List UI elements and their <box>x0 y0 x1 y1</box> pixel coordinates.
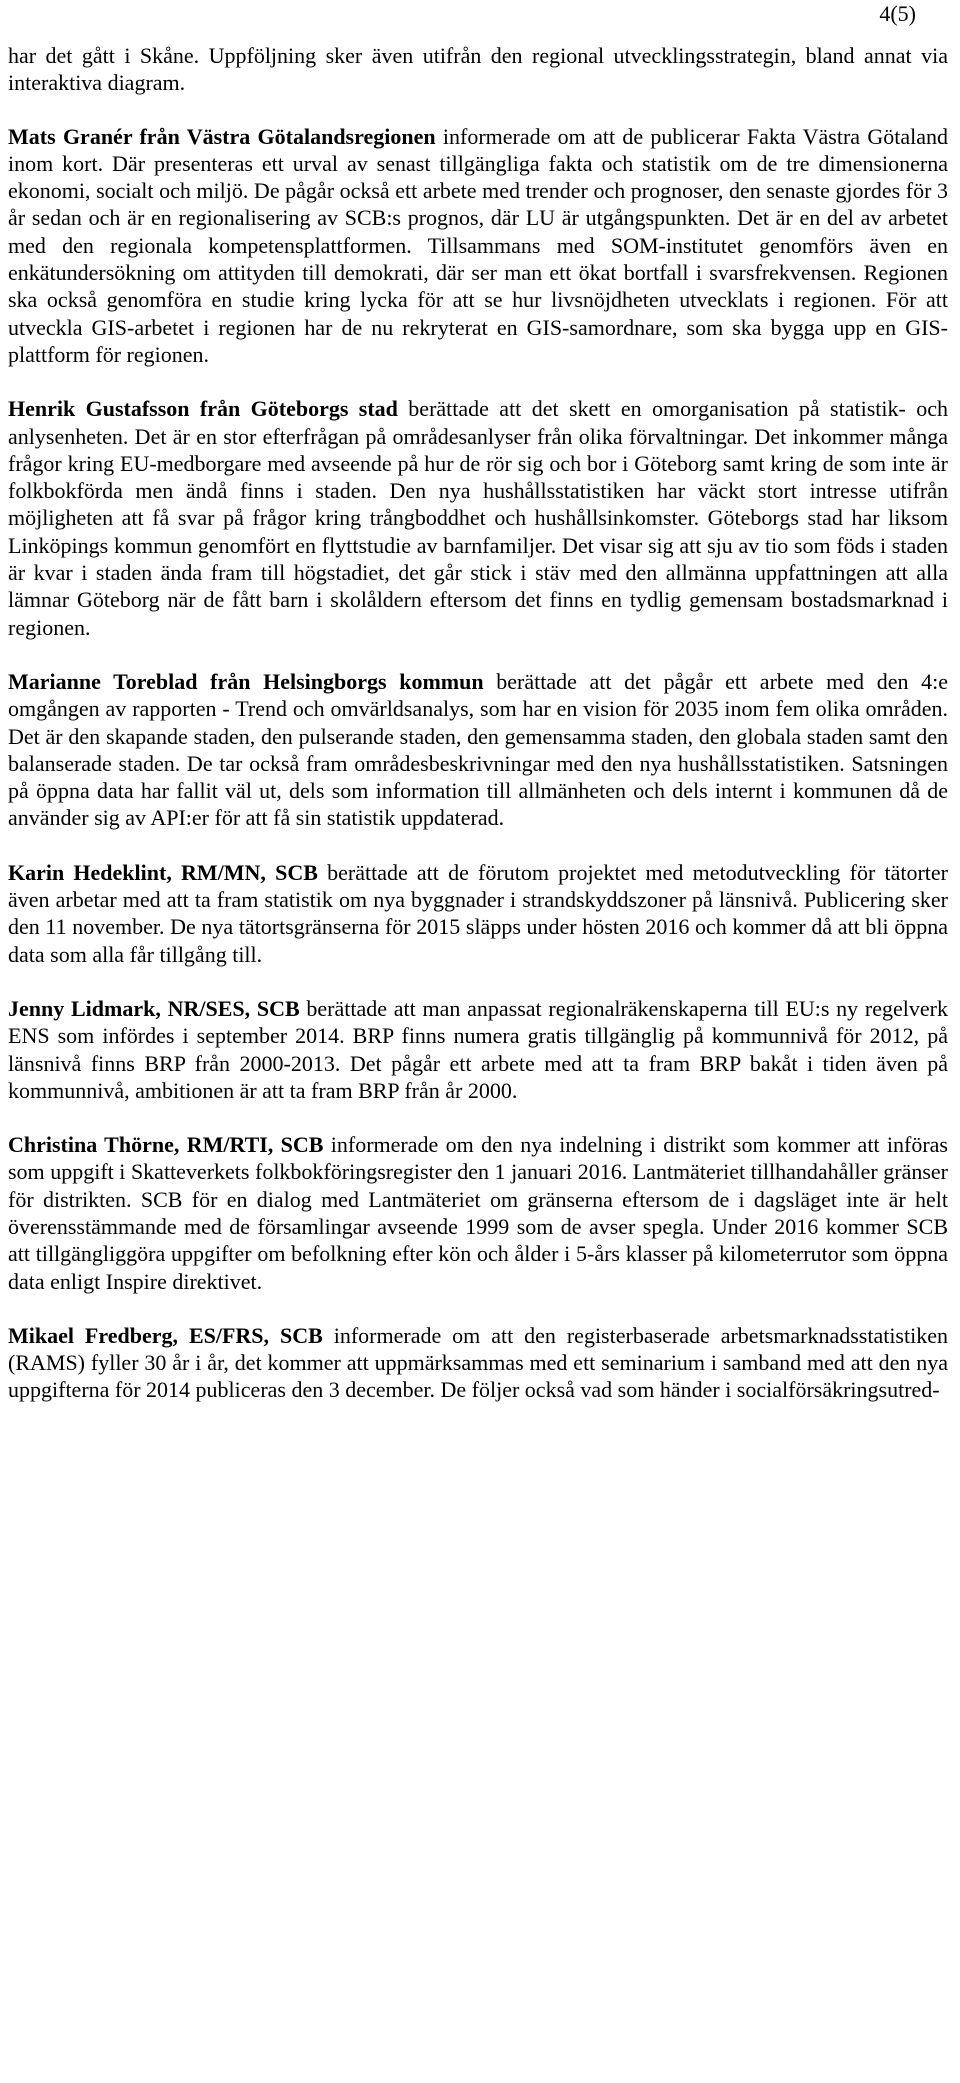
paragraph-text: informerade om att de publicerar Fakta Västra Götaland inom kort. Där presenteras ett urval av senast tillgängliga fakta och statistik om de tre dimensionerna ekonomi, socialt och miljö. De pågår också ett arbete med trender och prognoser, den senaste gjordes för 3 år sedan och är en regionalisering av SCB:s prognos, där LU är utgångspunkten. Det är en del av arbetet med den regionala kompetensplattformen. Tillsammans med SOM-institutet genomförs även en enkätundersökning om attityden till demokrati, där ser man ett ökat bortfall i svarsfrekvensen. Regionen ska också genomföra en studie kring lycka för att se hur livsnöjdheten utvecklats i regionen. För att utveckla GIS-arbetet i regionen har de nu rekryterat en GIS-samordnare, som ska bygga upp en GIS-plattform för regionen. <box>8 123 948 367</box>
speaker-name: Christina Thörne, RM/RTI, SCB <box>8 1132 324 1158</box>
paragraph-text: informerade om den nya indelning i distrikt som kommer att införas som uppgift i Skatteverkets folkbokföringsregister den 1 januari 2016. Lantmäteriet tillhandahåller gränser för distrikten. SCB för en dialog med Lantmäteriet om gränserna eftersom de i dagsläget inte är helt överensstämmande med de församlingar avseende 1999 som de avser spegla. Under 2016 kommer SCB att tillgängliggöra uppgifter om befolkning efter kön och ålder i 5-års klasser på kilometerrutor som öppna data enligt Inspire direktivet. <box>8 1132 948 1294</box>
paragraph-marianne-toreblad <box>8 668 948 832</box>
paragraph-mats-graner <box>8 123 948 369</box>
paragraph-henrik-gustafsson <box>8 395 948 641</box>
paragraph-text: berättade att det skett en omorganisation på statistik- och anlysenheten. Det är en stor efterfrågan på områdesanlyser från olika förvaltningar. Det inkommer många frågor kring EU-medborgare med avseende på hur de rör sig och bor i Göteborg samt kring de som inte är folkbokförda men ändå finns i staden. Den nya hushållsstatistiken har väckt stort intresse utifrån möjligheten att få svar på frågor kring trångboddhet och hushållsinkomster. Göteborgs stad har liksom Linköpings kommun genomfört en flyttstudie av barnfamiljer. Det visar sig att sju av tio som föds i staden är kvar i staden ända fram till högstadiet, det går stick i stäv med den allmänna uppfattningen att alla lämnar Göteborg när de fått barn i skolåldern eftersom det finns en tydlig gemensam bostadsmarknad i regionen. <box>8 396 948 640</box>
speaker-name: Jenny Lidmark, NR/SES, SCB <box>8 995 300 1021</box>
paragraph-text: berättade att det pågår ett arbete med den 4:e omgången av rapporten - Trend och omvärldsanalys, som har en vision för 2035 inom fem olika områden. Det är den skapande staden, den pulserande staden, den gemensamma staden, den globala staden samt den balanserade staden. De tar också fram områdesbeskrivningar med den nya hushållsstatistiken. Satsningen på öppna data har fallit väl ut, dels som information till allmänheten och dels internt i kommunen då de använder sig av API:er för att få sin statistik uppdaterad. <box>8 668 948 831</box>
speaker-name: Henrik Gustafsson från Göteborgs stad <box>8 396 398 422</box>
paragraph-mikael-fredberg <box>8 1322 948 1404</box>
paragraph-christina-thorne <box>8 1131 948 1295</box>
paragraph-text: berättade att man anpassat regionalräkenskaperna till EU:s ny regelverk ENS som infördes i september 2014. BRP finns numera gratis tillgänglig på kommunnivå för 2012, på länsnivå finns BRP från 2000-2013. Det pågår ett arbete med att ta fram BRP bakåt i tiden även på kommunnivå, ambitionen är att ta fram BRP från år 2000. <box>8 995 948 1103</box>
paragraph-text: berättade att de förutom projektet med metodutveckling för tätorter även arbetar med att ta fram statistik om nya byggnader i strandskyddszoner på länsnivå. Publicering sker den 11 november. De nya tätortsgränserna för 2015 släpps under hösten 2016 och kommer då att bli öppna data som alla får tillgång till. <box>8 859 948 967</box>
paragraph-intro-continuation <box>8 42 948 97</box>
paragraph-text: informerade om att den registerbaserade arbetsmarknadsstatistiken (RAMS) fyller 30 år i år, det kommer att uppmärksammas med ett seminarium i samband med att den nya uppgifterna för 2014 publiceras den 3 december. De följer också vad som händer i socialförsäkringsutred- <box>8 1322 948 1403</box>
page-number: 4(5) <box>879 1 916 26</box>
paragraph-karin-hedeklint <box>8 859 948 968</box>
speaker-name: Karin Hedeklint, RM/MN, SCB <box>8 859 318 885</box>
document-body <box>8 42 948 1431</box>
speaker-name: Mikael Fredberg, ES/FRS, SCB <box>8 1322 323 1348</box>
speaker-name: Marianne Toreblad från Helsingborgs kommun <box>8 668 484 694</box>
paragraph-text: har det gått i Skåne. Uppföljning sker även utifrån den regional utvecklingsstrategin, bland annat via interaktiva diagram. <box>8 43 948 96</box>
paragraph-jenny-lidmark <box>8 995 948 1104</box>
speaker-name: Mats Granér från Västra Götalandsregionen <box>8 123 436 149</box>
